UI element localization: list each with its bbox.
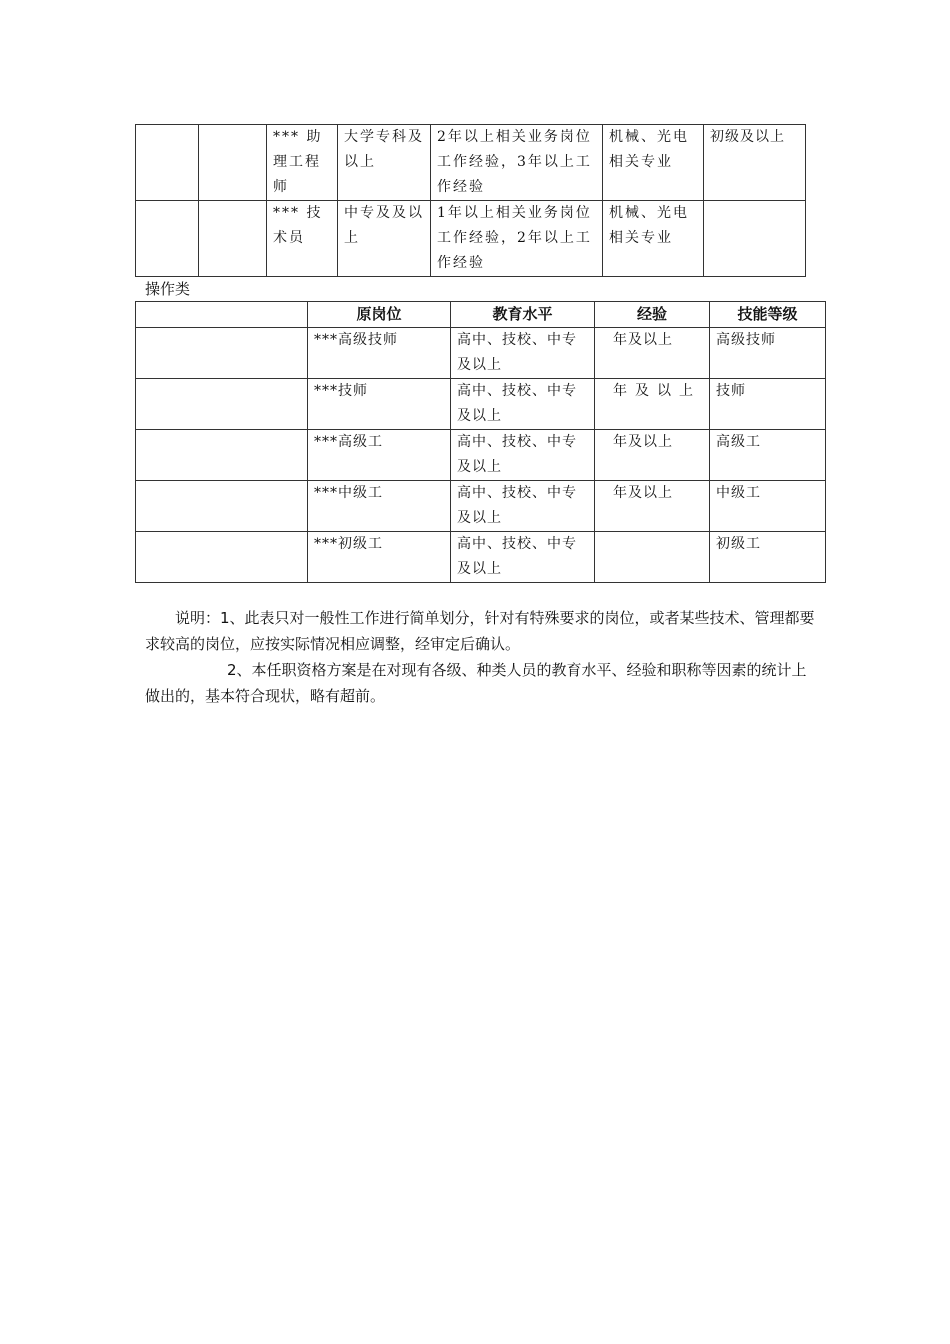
notes-block bbox=[145, 605, 817, 709]
position-cell: *** 助理工程师 bbox=[267, 125, 338, 201]
table-row bbox=[136, 379, 826, 430]
blank-cell bbox=[199, 201, 267, 277]
header-education: 教育水平 bbox=[451, 302, 595, 328]
major-cell: 机械、光电相关专业 bbox=[603, 201, 704, 277]
skill-level-cell: 高级工 bbox=[710, 430, 826, 481]
header-skill-level: 技能等级 bbox=[710, 302, 826, 328]
skill-level-cell: 高级技师 bbox=[710, 328, 826, 379]
table-row bbox=[136, 532, 826, 583]
position-cell: ***技师 bbox=[308, 379, 451, 430]
blank-cell bbox=[136, 481, 308, 532]
note-paragraph-2: 2、本任职资格方案是在对现有各级、种类人员的教育水平、经验和职称等因素的统计上做出的，基本符合现状，略有超前。 bbox=[145, 661, 807, 705]
table-header-row bbox=[136, 302, 826, 328]
blank-cell bbox=[136, 125, 199, 201]
position-cell: ***初级工 bbox=[308, 532, 451, 583]
skill-level-cell: 初级工 bbox=[710, 532, 826, 583]
experience-cell: 1年以上相关业务岗位工作经验，2年以上工作经验 bbox=[431, 201, 603, 277]
position-cell: ***中级工 bbox=[308, 481, 451, 532]
education-cell: 高中、技校、中专及以上 bbox=[451, 532, 595, 583]
note-paragraph-1: 说明：1、此表只对一般性工作进行简单划分，针对有特殊要求的岗位，或者某些技术、管理都要求较高的岗位，应按实际情况相应调整，经审定后确认。 bbox=[145, 609, 815, 653]
experience-cell bbox=[595, 532, 710, 583]
education-cell: 高中、技校、中专及以上 bbox=[451, 430, 595, 481]
experience-cell: 年及以上 bbox=[595, 430, 710, 481]
blank-cell bbox=[199, 125, 267, 201]
blank-cell bbox=[136, 328, 308, 379]
blank-cell bbox=[136, 532, 308, 583]
skill-level-cell: 技师 bbox=[710, 379, 826, 430]
table-row bbox=[136, 201, 806, 277]
position-cell: ***高级技师 bbox=[308, 328, 451, 379]
header-blank bbox=[136, 302, 308, 328]
experience-cell: 年及以上 bbox=[595, 481, 710, 532]
operation-section-label: 操作类 bbox=[145, 280, 191, 298]
table-row bbox=[136, 430, 826, 481]
blank-cell bbox=[136, 201, 199, 277]
education-cell: 高中、技校、中专及以上 bbox=[451, 328, 595, 379]
title-cell: 初级及以上 bbox=[704, 125, 806, 201]
skill-level-cell: 中级工 bbox=[710, 481, 826, 532]
table-row bbox=[136, 328, 826, 379]
blank-cell bbox=[136, 379, 308, 430]
education-cell: 大学专科及以上 bbox=[338, 125, 431, 201]
experience-cell: 年及以上 bbox=[595, 379, 710, 430]
education-cell: 中专及及以上 bbox=[338, 201, 431, 277]
position-cell: *** 技术员 bbox=[267, 201, 338, 277]
blank-cell bbox=[136, 430, 308, 481]
education-cell: 高中、技校、中专及以上 bbox=[451, 379, 595, 430]
header-position: 原岗位 bbox=[308, 302, 451, 328]
header-experience: 经验 bbox=[595, 302, 710, 328]
experience-cell: 年及以上 bbox=[595, 328, 710, 379]
table-row bbox=[136, 481, 826, 532]
education-cell: 高中、技校、中专及以上 bbox=[451, 481, 595, 532]
operation-positions-table bbox=[135, 301, 826, 583]
title-cell bbox=[704, 201, 806, 277]
experience-cell: 2年以上相关业务岗位工作经验，3年以上工作经验 bbox=[431, 125, 603, 201]
major-cell: 机械、光电相关专业 bbox=[603, 125, 704, 201]
position-cell: ***高级工 bbox=[308, 430, 451, 481]
table-row bbox=[136, 125, 806, 201]
technical-positions-table bbox=[135, 124, 806, 277]
